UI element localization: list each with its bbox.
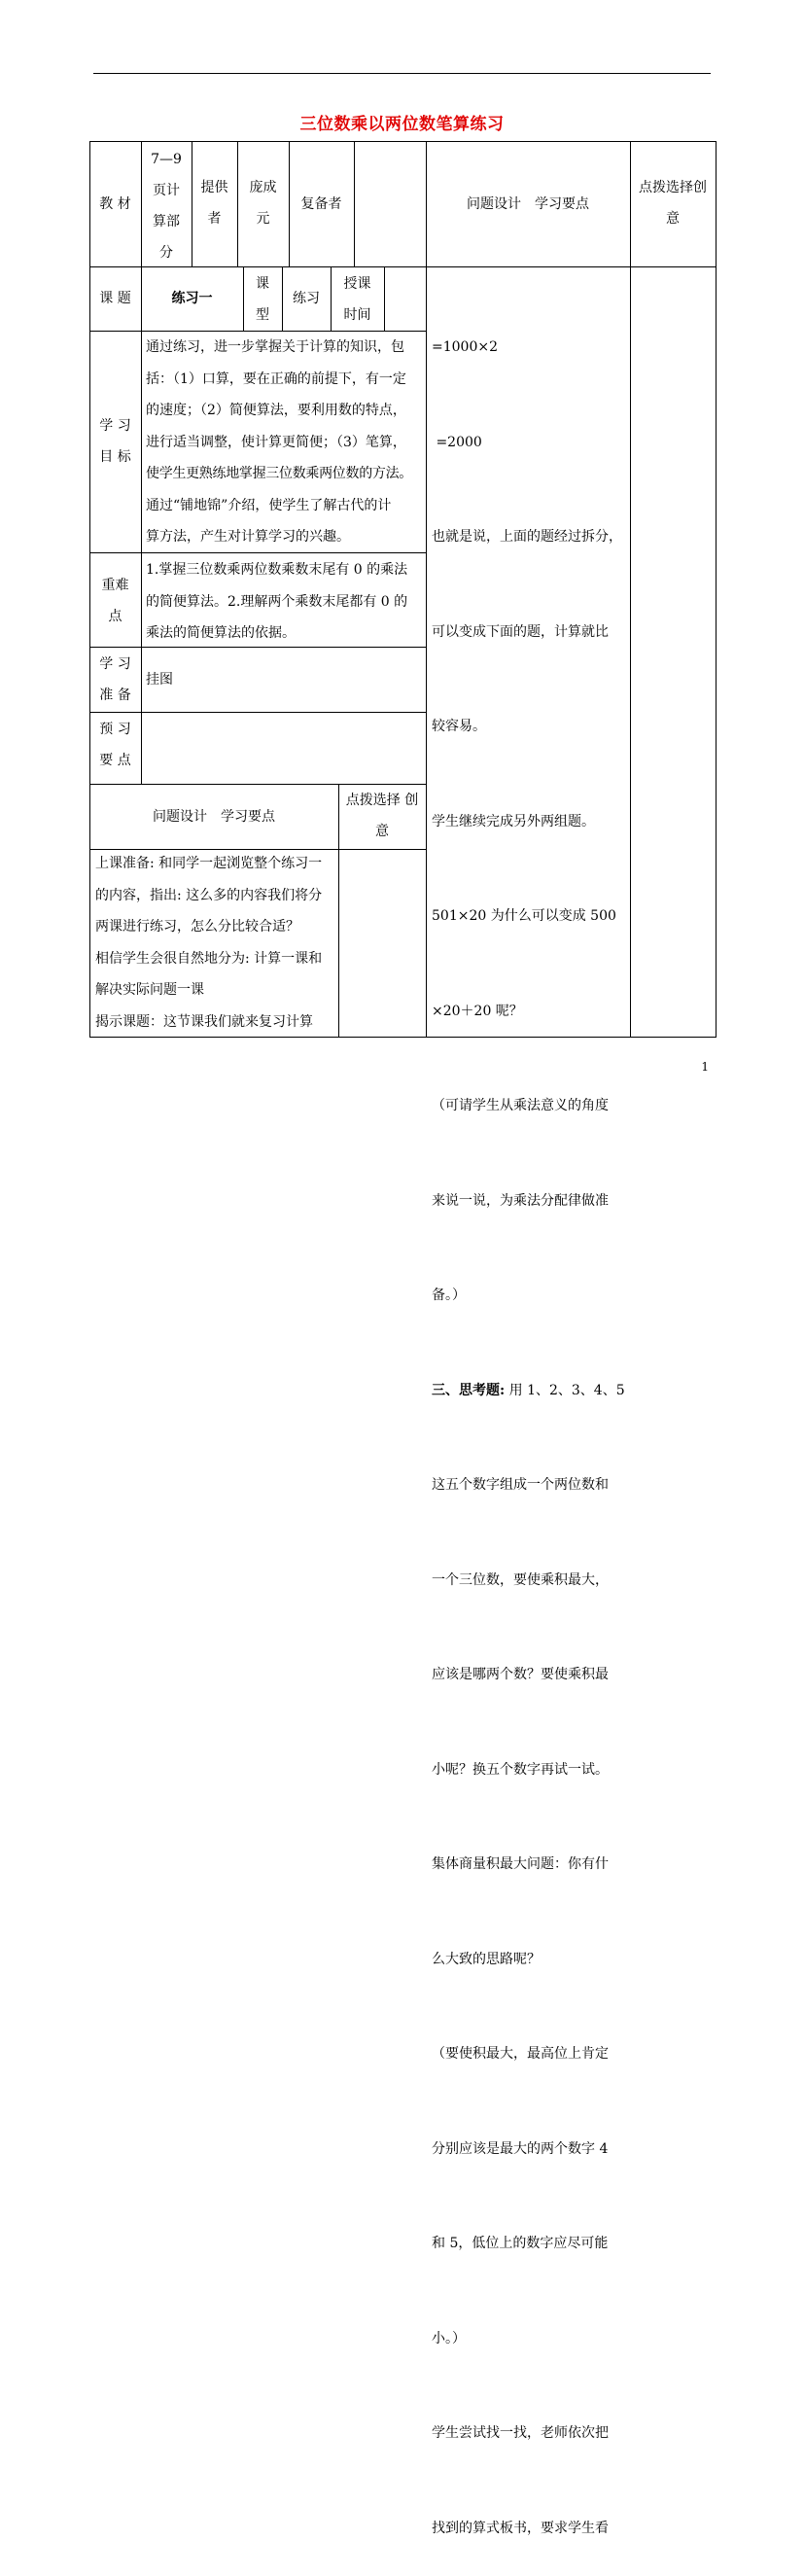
label-reviewer: 复备者 xyxy=(300,195,342,212)
label-key-points: 重难 点 xyxy=(101,578,129,624)
learning-goals-text: 通过练习，进一步掌握关于计算的知识，包 括：（1）口算，要在正确的前提下，有一定 的速度；（2）简便算法，要利用数的特点， 进行适当调整，使计算更简便；（3）笔算， 使学生更熟练地掌握三位数乘两位数的方法。 通过“铺地锦”介绍，使学生了解古代的计 算方法，产生对计算学习的兴趣。 xyxy=(146,339,412,545)
label-teaching-time: 授课 时间 xyxy=(343,276,371,323)
lower-header-hint: 点拨选择 创 意 xyxy=(345,793,419,839)
label-preparation: 学 习 准 备 xyxy=(99,656,131,703)
author-name: 庞成 元 xyxy=(249,180,277,227)
page-number: 1 xyxy=(701,1060,709,1074)
right-body-text: =1000×2 =2000 也就是说，上面的题经过拆分， 可以变成下面的题，计算就比 较容易。 学生继续完成另外两组题。 501×20 为什么可以变成 500 ×20＋20 呢？ （可请学生从乘法意义的角度 来说一说，为乘法分配律做准 备。） 三、思考题: 用 1、2、3、4、5 这五个数字组成一个两位数和 一个三位数，要使乘积最大， 应该是哪两个数？要使乘积最 小呢？换五个数字再试一试。 集体商量积最大问题：你有什 么大致的思路呢？ （要使积最大，最高位上肯定 分别应该是最大的两个数字 4 和 5，低位上的数字应尽可能 小。） 学生尝试找一找，老师依次把 找到的算式板书，要求学生看 xyxy=(432,268,630,2576)
lower-header-design: 问题设计 学习要点 xyxy=(153,808,275,825)
top-rule xyxy=(93,73,711,74)
label-keti: 课 题 xyxy=(99,291,131,306)
key-points-text: 1.掌握三位数乘两位数乘数末尾有 0 的乘法 的简便算法。2.理解两个乘数末尾都有 0 的 乘法的简便算法的依据。 xyxy=(146,562,408,641)
textbook-pages: 7—9 页计 算部 分 xyxy=(151,152,182,261)
label-jiaocai: 教 材 xyxy=(99,195,131,212)
preparation-text: 挂图 xyxy=(146,672,173,688)
label-lesson-type: 课 型 xyxy=(256,276,269,323)
page-title: 三位数乘以两位数笔算练习 xyxy=(299,115,505,134)
label-provider: 提供 者 xyxy=(200,180,228,227)
lesson-type: 练习 xyxy=(293,291,320,306)
lesson-title: 练习一 xyxy=(171,291,213,306)
label-learning-goals: 学 习 目 标 xyxy=(99,418,131,465)
label-preview: 预 习 要 点 xyxy=(99,722,131,768)
lower-body-text: 上课准备: 和同学一起浏览整个练习一 的内容，指出: 这么多的内容我们将分 两课进行练习，怎么分比较合适？ 相信学生会很自然地分为: 计算一课和 解决实际问题一课 揭示课题：这节课我们就来复习计算 xyxy=(95,856,323,1030)
right-header-hint: 点拨选择创 意 xyxy=(639,180,707,227)
right-header-design: 问题设计 学习要点 xyxy=(467,195,589,212)
thinking-question-line: 三、思考题: 用 1、2、3、4、5 xyxy=(432,1382,625,1398)
